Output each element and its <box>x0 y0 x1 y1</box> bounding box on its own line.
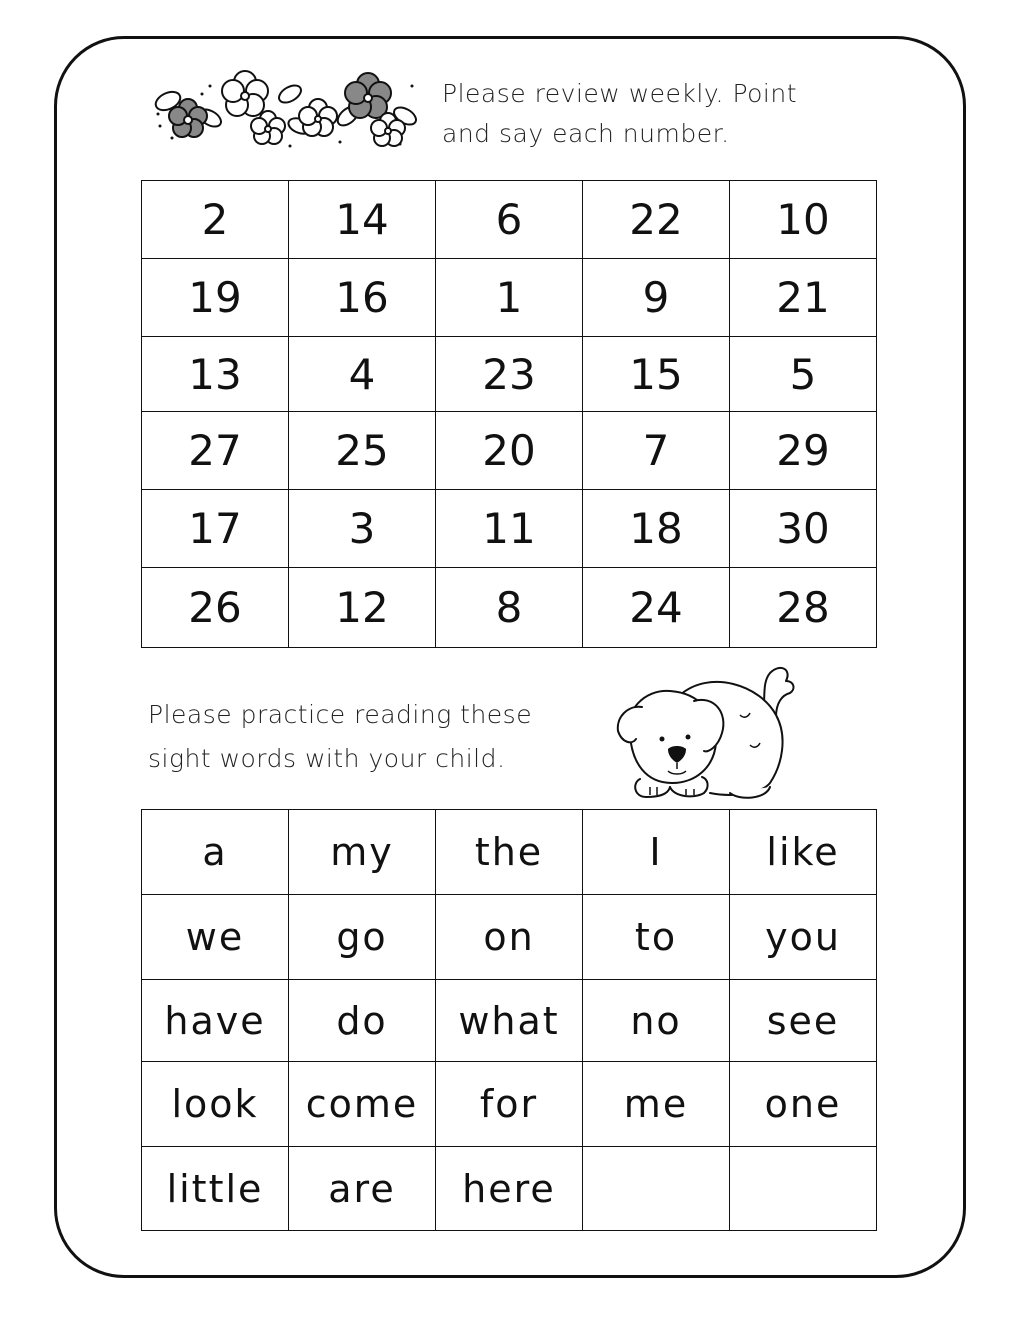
number-cell: 4 <box>289 337 436 412</box>
word-cell: little <box>142 1147 289 1231</box>
word-cell: I <box>583 810 730 895</box>
table-row <box>142 810 877 895</box>
number-cell: 12 <box>289 568 436 648</box>
number-cell: 1 <box>436 259 583 337</box>
number-cell: 21 <box>730 259 877 337</box>
word-cell: on <box>436 895 583 980</box>
number-cell: 8 <box>436 568 583 648</box>
number-cell: 28 <box>730 568 877 648</box>
word-cell: here <box>436 1147 583 1231</box>
number-cell: 11 <box>436 490 583 568</box>
number-cell: 26 <box>142 568 289 648</box>
number-cell: 18 <box>583 490 730 568</box>
numbers-table <box>141 180 877 648</box>
word-cell: are <box>289 1147 436 1231</box>
number-cell: 22 <box>583 181 730 259</box>
number-cell: 2 <box>142 181 289 259</box>
number-cell: 6 <box>436 181 583 259</box>
word-cell: the <box>436 810 583 895</box>
word-cell: see <box>730 980 877 1062</box>
word-cell: what <box>436 980 583 1062</box>
number-cell: 24 <box>583 568 730 648</box>
number-cell: 7 <box>583 412 730 490</box>
word-cell: go <box>289 895 436 980</box>
table-row <box>142 895 877 980</box>
word-cell: one <box>730 1062 877 1147</box>
number-cell: 25 <box>289 412 436 490</box>
number-cell: 20 <box>436 412 583 490</box>
puppy-icon <box>610 655 810 807</box>
number-cell: 17 <box>142 490 289 568</box>
table-row <box>142 181 877 259</box>
word-cell: no <box>583 980 730 1062</box>
word-cell: to <box>583 895 730 980</box>
word-cell <box>583 1147 730 1231</box>
number-cell: 16 <box>289 259 436 337</box>
number-cell: 13 <box>142 337 289 412</box>
word-cell: look <box>142 1062 289 1147</box>
sight-words-instruction: Please practice reading these sight words with your child. <box>148 700 533 773</box>
word-cell: have <box>142 980 289 1062</box>
number-cell: 14 <box>289 181 436 259</box>
number-cell: 19 <box>142 259 289 337</box>
word-cell: come <box>289 1062 436 1147</box>
word-cell: do <box>289 980 436 1062</box>
word-cell: for <box>436 1062 583 1147</box>
table-row <box>142 1062 877 1147</box>
table-row <box>142 337 877 412</box>
word-cell: like <box>730 810 877 895</box>
table-row <box>142 980 877 1062</box>
table-row <box>142 490 877 568</box>
sight-words-table <box>141 809 877 1231</box>
word-cell: a <box>142 810 289 895</box>
word-cell: you <box>730 895 877 980</box>
number-cell: 29 <box>730 412 877 490</box>
number-cell: 23 <box>436 337 583 412</box>
table-row <box>142 412 877 490</box>
word-cell: my <box>289 810 436 895</box>
number-cell: 30 <box>730 490 877 568</box>
table-row <box>142 568 877 648</box>
number-cell: 9 <box>583 259 730 337</box>
number-cell: 5 <box>730 337 877 412</box>
table-row <box>142 1147 877 1231</box>
number-review-instruction: Please review weekly. Point and say each number. <box>442 79 798 148</box>
number-cell: 3 <box>289 490 436 568</box>
flower-border-icon <box>150 66 425 156</box>
table-row <box>142 259 877 337</box>
word-cell: we <box>142 895 289 980</box>
word-cell: me <box>583 1062 730 1147</box>
number-cell: 27 <box>142 412 289 490</box>
word-cell <box>730 1147 877 1231</box>
number-cell: 15 <box>583 337 730 412</box>
number-cell: 10 <box>730 181 877 259</box>
